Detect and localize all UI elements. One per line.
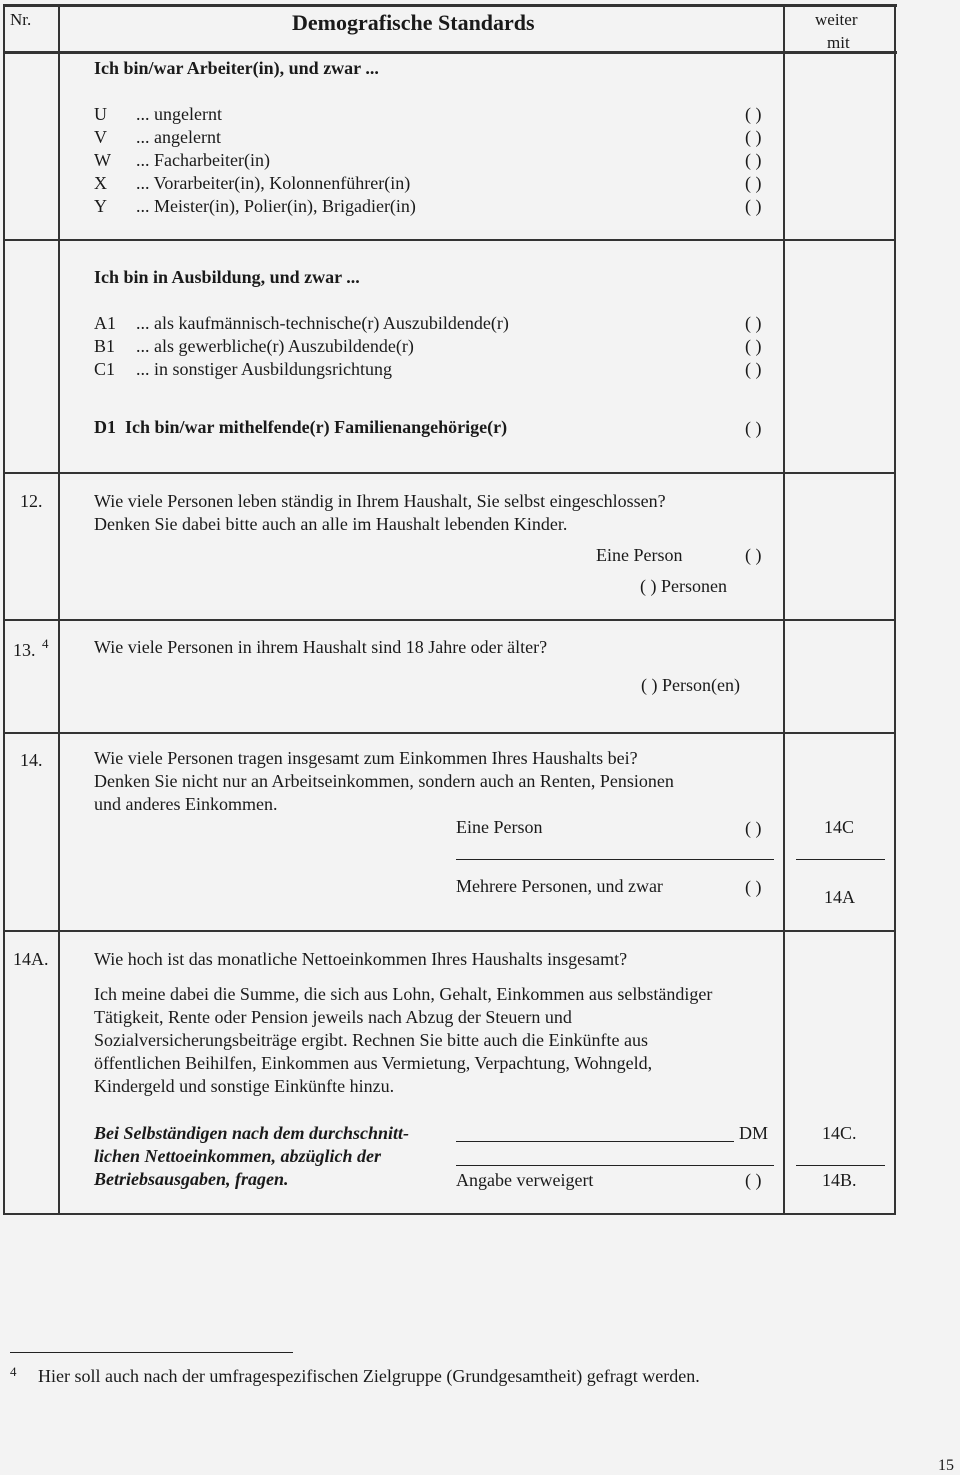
- option-checkbox[interactable]: ( ): [745, 1170, 762, 1190]
- option-checkbox[interactable]: ( ): [745, 150, 762, 170]
- footnote-text: Hier soll auch nach der umfragespezifischen Zielgruppe (Grundgesamtheit) gefragt werden.: [38, 1366, 700, 1386]
- q12-option-label: Eine Person: [596, 545, 683, 565]
- option-checkbox[interactable]: ( ): [745, 336, 762, 356]
- option-code: W: [94, 150, 111, 170]
- option-checkbox[interactable]: ( ): [745, 196, 762, 216]
- interviewer-note: Bei Selbständigen nach dem durchschnitt-: [94, 1123, 410, 1143]
- q14-question: Denken Sie nicht nur an Arbeitseinkommen, sondern auch an Renten, Pensionen: [94, 771, 674, 791]
- q14-option-label: Mehrere Personen, und zwar: [456, 876, 663, 896]
- q12-count-field[interactable]: ( ) Personen: [640, 576, 727, 596]
- option-separator: [456, 859, 774, 860]
- option-label: ... Meister(in), Polier(in), Brigadier(in): [136, 196, 416, 216]
- q14a-next-question: 14C.: [822, 1123, 857, 1143]
- q13-number: 13.: [13, 640, 36, 660]
- q14-option-label: Eine Person: [456, 817, 543, 837]
- weiter-column-border: [783, 4, 785, 1215]
- header-mit: mit: [827, 33, 850, 52]
- option-label: ... in sonstiger Ausbildungsrichtung: [136, 359, 392, 379]
- option-label: ... Vorarbeiter(in), Kolonnenführer(in): [136, 173, 411, 193]
- option-checkbox[interactable]: ( ): [745, 359, 762, 379]
- option-label: ... als gewerbliche(r) Auszubildende(r): [136, 336, 414, 356]
- q14a-next-question: 14B.: [822, 1170, 857, 1190]
- q12-question: Denken Sie dabei bitte auch an alle im Haushalt lebenden Kinder.: [94, 514, 568, 534]
- row-divider: [4, 930, 896, 932]
- row-divider: [4, 732, 896, 734]
- arbeiter-heading: Ich bin/war Arbeiter(in), und zwar ...: [94, 58, 379, 78]
- interviewer-note: Betriebsausgaben, fragen.: [94, 1169, 289, 1189]
- row-divider: [4, 619, 896, 621]
- income-entry-line[interactable]: [456, 1141, 734, 1142]
- option-checkbox[interactable]: ( ): [745, 313, 762, 333]
- q14a-explanation: öffentlichen Beihilfen, Einkommen aus Vermietung, Verpachtung, Wohngeld,: [94, 1053, 653, 1073]
- option-checkbox[interactable]: ( ): [745, 104, 762, 124]
- q14a-question: Wie hoch ist das monatliche Nettoeinkommen Ihres Haushalts insgesamt?: [94, 949, 628, 969]
- footnote-ref: 4: [42, 636, 49, 651]
- option-code: X: [94, 173, 107, 193]
- option-label: ... ungelernt: [136, 104, 222, 124]
- q13-question: Wie viele Personen in ihrem Haushalt sind 18 Jahre oder älter?: [94, 637, 548, 657]
- option-code: V: [94, 127, 107, 147]
- header-bottom-border: [4, 51, 897, 54]
- d1-label: D1 Ich bin/war mithelfende(r) Familienangehörige(r): [94, 417, 508, 437]
- q14-number: 14.: [20, 750, 43, 770]
- ausbildung-heading: Ich bin in Ausbildung, und zwar ...: [94, 267, 360, 287]
- page-title: Demografische Standards: [292, 10, 535, 35]
- q13-count-field[interactable]: ( ) Person(en): [641, 675, 740, 695]
- option-code: C1: [94, 359, 116, 379]
- header-weiter: weiter: [815, 10, 858, 29]
- footnote-number: 4: [10, 1364, 17, 1379]
- option-checkbox[interactable]: ( ): [745, 545, 762, 565]
- refused-label: Angabe verweigert: [456, 1170, 594, 1190]
- table-top-border: [4, 4, 897, 7]
- q14-question: Wie viele Personen tragen insgesamt zum Einkommen Ihres Haushalts bei?: [94, 748, 638, 768]
- option-checkbox[interactable]: ( ): [745, 418, 762, 438]
- row-divider: [4, 239, 896, 241]
- option-code: A1: [94, 313, 116, 333]
- table-right-border: [894, 4, 896, 1215]
- q14a-explanation: Sozialversicherungsbeiträge ergibt. Rechnen Sie bitte auch die Einkünfte aus: [94, 1030, 648, 1050]
- interviewer-note: lichen Nettoeinkommen, abzüglich der: [94, 1146, 382, 1166]
- footnote-rule: [10, 1352, 293, 1353]
- option-code: B1: [94, 336, 116, 356]
- q14a-explanation: Ich meine dabei die Summe, die sich aus Lohn, Gehalt, Einkommen aus selbständiger: [94, 984, 713, 1004]
- option-checkbox[interactable]: ( ): [745, 127, 762, 147]
- table-left-border: [3, 4, 5, 1215]
- q14a-number: 14A.: [13, 949, 49, 969]
- row-divider: [4, 472, 896, 474]
- option-checkbox[interactable]: ( ): [745, 818, 762, 838]
- q12-number: 12.: [20, 491, 43, 511]
- option-code: U: [94, 104, 107, 124]
- next-separator: [796, 1165, 885, 1166]
- next-separator: [796, 859, 885, 860]
- option-label: ... Facharbeiter(in): [136, 150, 270, 170]
- currency-label: DM: [739, 1123, 769, 1143]
- table-bottom-border: [4, 1213, 896, 1215]
- option-label: ... angelernt: [136, 127, 221, 147]
- option-label: ... als kaufmännisch-technische(r) Auszubildende(r): [136, 313, 509, 333]
- header-nr: Nr.: [10, 10, 32, 29]
- option-separator: [456, 1165, 774, 1166]
- nr-column-border: [58, 4, 60, 1215]
- option-checkbox[interactable]: ( ): [745, 173, 762, 193]
- option-code: Y: [94, 196, 107, 216]
- q14-next-question: 14C: [824, 817, 855, 837]
- q14a-explanation: Tätigkeit, Rente oder Pension jeweils nach Abzug der Steuern und: [94, 1007, 572, 1027]
- q12-question: Wie viele Personen leben ständig in Ihrem Haushalt, Sie selbst eingeschlossen?: [94, 491, 666, 511]
- option-checkbox[interactable]: ( ): [745, 877, 762, 897]
- page-number: 15: [938, 1457, 954, 1474]
- q14a-explanation: Kindergeld und sonstige Einkünfte hinzu.: [94, 1076, 395, 1096]
- q14-question: und anderes Einkommen.: [94, 794, 278, 814]
- q14-next-question: 14A: [824, 887, 855, 907]
